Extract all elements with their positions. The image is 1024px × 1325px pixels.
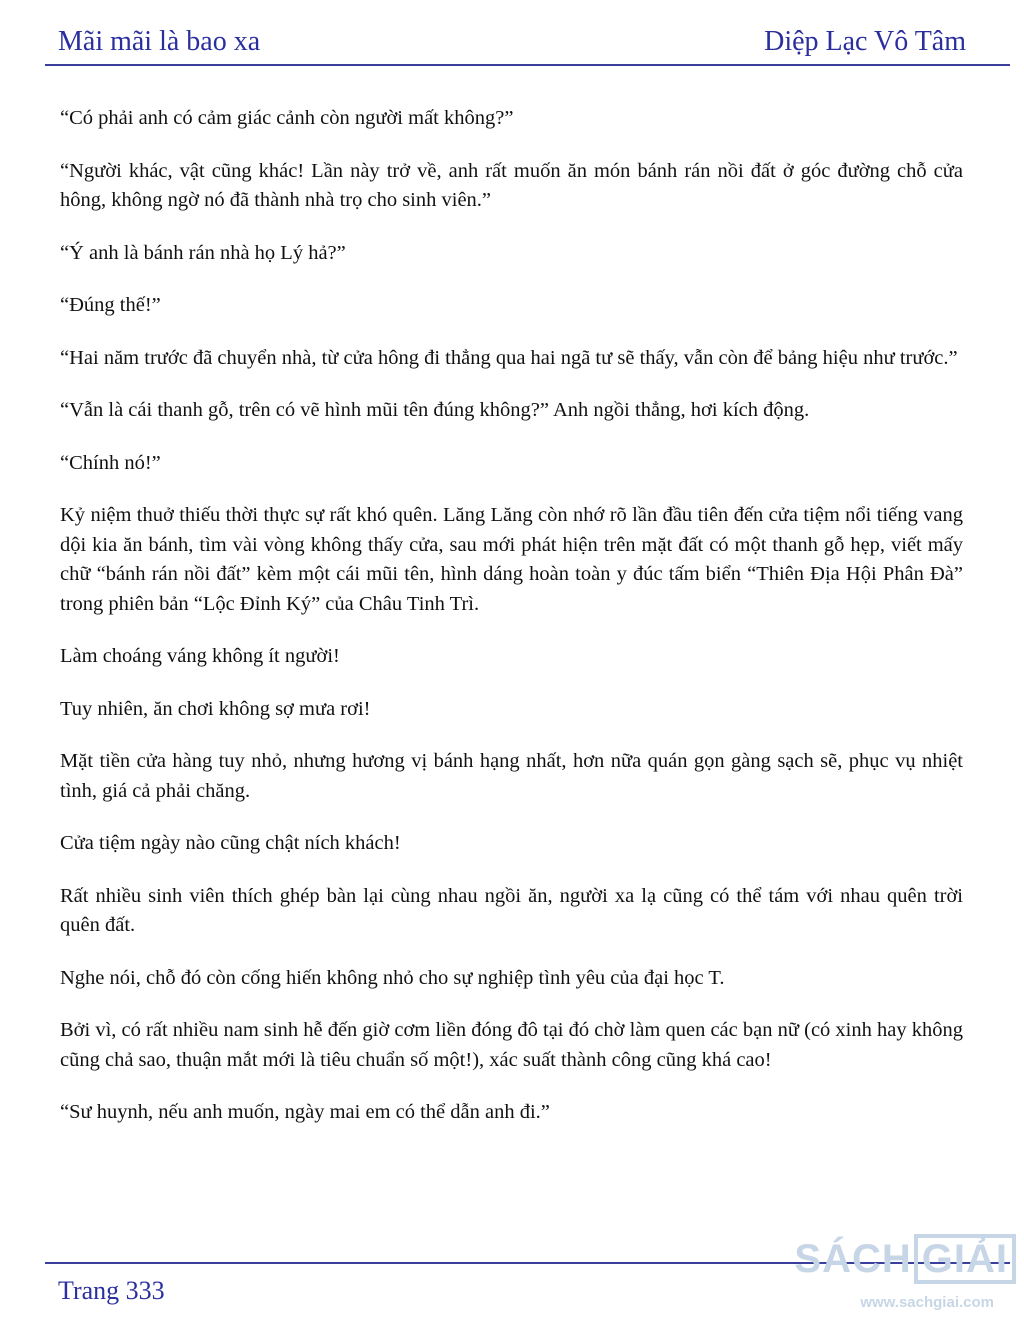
paragraph: Bởi vì, có rất nhiều nam sinh hễ đến giờ cơm liền đóng đô tại đó chờ làm quen các bạn nữ (có xinh hay không cũng chả sao, thuận mắt mới là tiêu chuẩn số một!), xác suất thành công cũng khá cao! [60, 1019, 963, 1071]
paragraph: Tuy nhiên, ăn chơi không sợ mưa rơi! [60, 697, 371, 720]
watermark [794, 1234, 1016, 1318]
page-number: Trang 333 [58, 1276, 165, 1305]
paragraph: “Vẫn là cái thanh gỗ, trên có vẽ hình mũi tên đúng không?” Anh ngồi thẳng, hơi kích động. [60, 399, 810, 421]
paragraph: Cửa tiệm ngày nào cũng chật ních khách! [60, 832, 401, 854]
watermark-logo-right: GIẢI [914, 1234, 1016, 1284]
header-divider [45, 64, 1010, 66]
watermark-logo [794, 1234, 1016, 1284]
paragraph: Kỷ niệm thuở thiếu thời thực sự rất khó quên. Lăng Lăng còn nhớ rõ lần đầu tiên đến cửa tiệm nổi tiếng vang dội kia ăn bánh, tìm vài vòng không thấy cửa, sau mới phát hiện trên mặt đất có một thanh gỗ hẹp, viết mấy chữ “bánh rán nồi đất” kèm một cái mũi tên, hình dáng hoàn toàn y đúc tấm biển “Thiên Địa Hội Phân Đà” trong phiên bản “Lộc Đỉnh Ký” của Châu Tinh Trì. [60, 504, 963, 615]
paragraph: “Đúng thế!” [60, 294, 161, 316]
paragraph: Mặt tiền cửa hàng tuy nhỏ, nhưng hương vị bánh hạng nhất, hơn nữa quán gọn gàng sạch sẽ, phục vụ nhiệt tình, giá cả phải chăng. [60, 750, 963, 802]
watermark-logo-left: SÁCH [794, 1236, 912, 1281]
watermark-url: www.sachgiai.com [860, 1294, 994, 1311]
paragraph: “Có phải anh có cảm giác cảnh còn người mất không?” [60, 107, 514, 129]
author-name: Diệp Lạc Vô Tâm [764, 26, 966, 57]
page-body [60, 104, 963, 1151]
paragraph: “Chính nó!” [60, 451, 161, 474]
paragraph: “Hai năm trước đã chuyển nhà, từ cửa hông đi thẳng qua hai ngã tư sẽ thấy, vẫn còn để bảng hiệu như trước.” [60, 346, 958, 369]
paragraph: “Sư huynh, nếu anh muốn, ngày mai em có thể dẫn anh đi.” [60, 1101, 550, 1123]
paragraph: Rất nhiều sinh viên thích ghép bàn lại cùng nhau ngồi ăn, người xa lạ cũng có thể tám với nhau quên trời quên đất. [60, 884, 963, 936]
book-title: Mãi mãi là bao xa [58, 26, 261, 57]
paragraph: “Ý anh là bánh rán nhà họ Lý hả?” [60, 241, 346, 264]
paragraph: Làm choáng váng không ít người! [60, 645, 340, 667]
paragraph: “Người khác, vật cũng khác! Lần này trở về, anh rất muốn ăn món bánh rán nồi đất ở góc đường chỗ cửa hông, không ngờ nó đã thành nhà trọ cho sinh viên.” [60, 159, 963, 211]
paragraph: Nghe nói, chỗ đó còn cống hiến không nhỏ cho sự nghiệp tình yêu của đại học T. [60, 966, 725, 989]
running-header [58, 22, 966, 62]
